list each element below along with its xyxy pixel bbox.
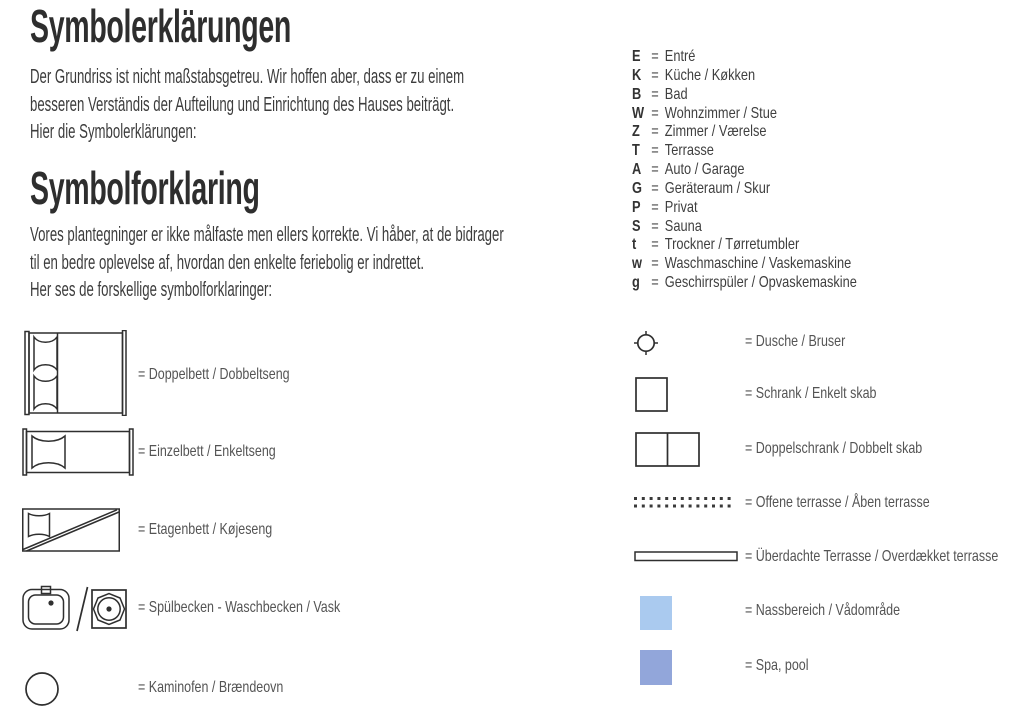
legend-row xyxy=(632,161,857,180)
double-wardrobe-label: = Doppelschrank / Dobbelt skab xyxy=(745,440,923,457)
single-wardrobe-icon xyxy=(635,377,669,413)
legend-letter: K xyxy=(632,66,642,84)
legend-row xyxy=(632,48,857,67)
legend-equals: = xyxy=(651,217,659,235)
legend-equals: = xyxy=(651,142,659,160)
danish-intro-line: til en bedre oplevelse af, hvordan den enkelte feriebolig er indrettet. xyxy=(30,251,425,274)
legend-label: Bad xyxy=(664,85,688,103)
legend-equals: = xyxy=(651,104,659,122)
german-intro-line: Hier die Symbolerklärungen: xyxy=(30,121,197,143)
legend-letter: Z xyxy=(632,123,640,141)
legend-equals: = xyxy=(651,255,659,273)
danish-intro-line: Vores plantegninger er ikke målfaste men ellers korrekte. Vi håber, at de bidrager xyxy=(30,224,504,246)
legend-label: Wohnzimmer / Stue xyxy=(664,104,777,122)
german-intro-line: Der Grundriss ist nicht maßstabsgetreu. Wir hoffen aber, dass er zu einem xyxy=(30,66,465,88)
legend-letter: w xyxy=(632,255,642,273)
spa-pool-label: = Spa, pool xyxy=(745,657,809,674)
legend-row xyxy=(632,274,857,293)
legend-equals: = xyxy=(651,179,659,197)
legend-row xyxy=(632,67,857,86)
bunk-bed-icon xyxy=(22,507,122,553)
legend-label: Privat xyxy=(664,198,698,216)
wet-area-icon xyxy=(640,596,672,630)
legend-letter: G xyxy=(632,179,642,197)
sink-washbasin-label: = Spülbecken - Waschbecken / Vask xyxy=(138,599,341,616)
shower-label: = Dusche / Bruser xyxy=(745,333,846,350)
wood-stove-label: = Kaminofen / Brændeovn xyxy=(138,679,284,696)
double-bed-label: = Doppelbett / Dobbeltseng xyxy=(138,366,290,383)
legend-label: Sauna xyxy=(664,217,702,235)
single-bed-label: = Einzelbett / Enkeltseng xyxy=(138,443,276,460)
legend-row xyxy=(632,123,857,142)
letter-legend xyxy=(632,48,913,293)
single-bed-icon xyxy=(22,428,134,478)
double-wardrobe-icon xyxy=(635,432,701,468)
wet-area-label: = Nassbereich / Vådområde xyxy=(745,602,901,619)
legend-equals: = xyxy=(651,274,659,292)
legend-label: Auto / Garage xyxy=(664,161,745,179)
legend-row xyxy=(632,142,857,161)
legend-equals: = xyxy=(651,161,659,179)
legend-equals: = xyxy=(651,123,659,141)
legend-row xyxy=(632,199,857,218)
legend-letter: B xyxy=(632,85,642,103)
legend-label: Geschirrspüler / Opvaskemaskine xyxy=(664,274,857,292)
single-wardrobe-label: = Schrank / Enkelt skab xyxy=(745,385,877,402)
legend-row xyxy=(632,236,857,255)
legend-equals: = xyxy=(651,198,659,216)
legend-label: Zimmer / Værelse xyxy=(664,123,767,141)
legend-letter: g xyxy=(632,274,640,292)
legend-equals: = xyxy=(651,48,659,65)
legend-label: Terrasse xyxy=(664,142,714,160)
legend-row xyxy=(632,86,857,105)
legend-equals: = xyxy=(651,66,659,84)
legend-row xyxy=(632,218,857,237)
covered-terrace-label: = Überdachte Terrasse / Overdækket terrasse xyxy=(745,548,999,565)
covered-terrace-icon xyxy=(634,551,738,562)
bunk-bed-label: = Etagenbett / Køjeseng xyxy=(138,521,273,538)
legend-label: Entré xyxy=(664,48,696,65)
legend-row xyxy=(632,180,857,199)
sink-washbasin-icon xyxy=(22,585,128,633)
danish-title: Symbolforklaring xyxy=(30,162,260,214)
legend-letter: t xyxy=(632,236,637,254)
shower-icon xyxy=(633,330,659,356)
legend-letter: A xyxy=(632,161,642,179)
german-title: Symbolerklärungen xyxy=(30,0,291,52)
legend-letter: E xyxy=(632,48,641,65)
german-intro-line: besseren Verständis der Aufteilung und Einrichtung des Hauses beiträgt. xyxy=(30,93,455,116)
legend-equals: = xyxy=(651,85,659,103)
open-terrace-label: = Offene terrasse / Åben terrasse xyxy=(745,494,930,511)
legend-label: Geräteraum / Skur xyxy=(664,179,771,197)
legend-label: Waschmaschine / Vaskemaskine xyxy=(664,255,852,273)
spa-pool-icon xyxy=(640,650,672,685)
legend-letter: W xyxy=(632,104,645,122)
legend-label: Küche / Køkken xyxy=(664,66,756,84)
wood-stove-icon xyxy=(24,671,60,707)
legend-equals: = xyxy=(651,236,659,254)
danish-intro-line: Her ses de forskellige symbolforklaringer: xyxy=(30,279,273,301)
legend-label: Trockner / Tørretumbler xyxy=(664,236,800,254)
legend-letter: P xyxy=(632,198,641,216)
german-intro xyxy=(30,64,688,147)
legend-letter: T xyxy=(632,142,640,160)
double-bed-icon xyxy=(24,330,128,416)
legend-row xyxy=(632,105,857,124)
open-terrace-icon xyxy=(634,496,732,509)
legend-row xyxy=(632,255,857,274)
legend-letter: S xyxy=(632,217,641,235)
